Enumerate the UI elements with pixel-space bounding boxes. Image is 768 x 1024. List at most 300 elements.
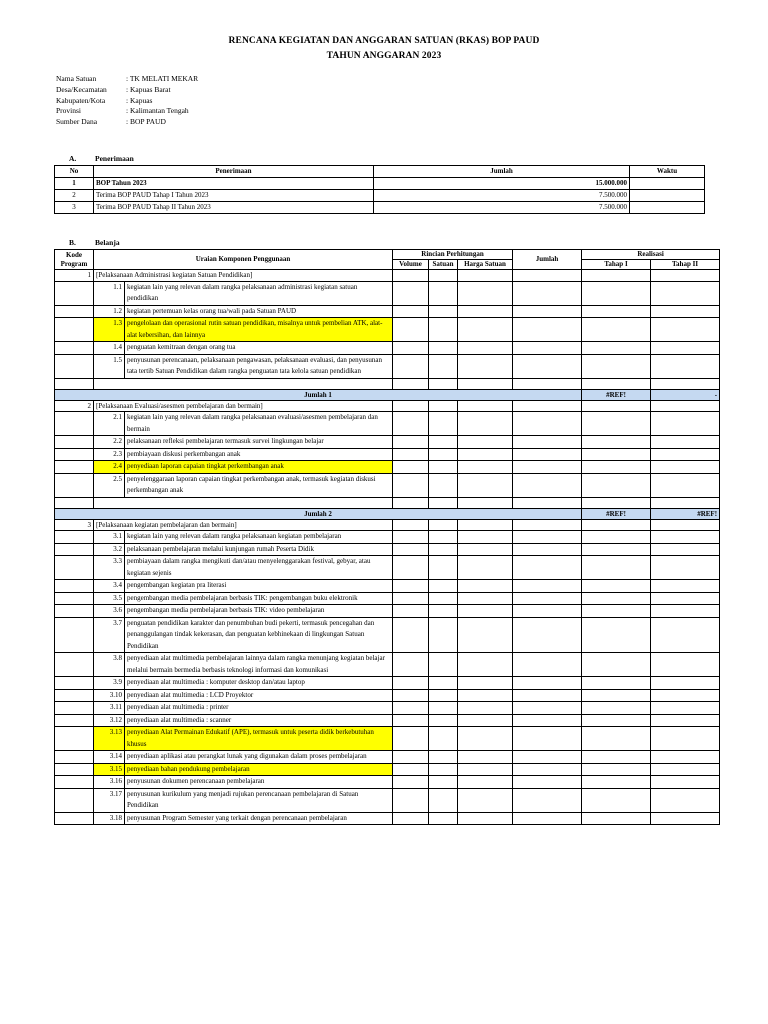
empty-cell: [582, 751, 651, 764]
item-code: 3.5: [94, 592, 125, 605]
empty-cell: [393, 592, 429, 605]
item-row: [55, 776, 720, 789]
empty-cell: [393, 812, 429, 825]
empty-cell: [513, 580, 582, 593]
empty-cell: [513, 270, 582, 282]
empty-cell: [55, 689, 94, 702]
header-no: No: [55, 166, 94, 178]
item-code: 3.15: [94, 763, 125, 776]
empty-cell: [55, 812, 94, 825]
item-code: 1.5: [94, 354, 125, 378]
empty-cell: [582, 788, 651, 812]
empty-cell: [651, 677, 720, 690]
empty-cell: [582, 497, 651, 508]
row-desc: BOP Tahun 2023: [94, 178, 374, 190]
empty-cell: [582, 318, 651, 342]
empty-cell: [55, 448, 94, 461]
section-letter: A.: [69, 154, 77, 163]
item-row: [55, 727, 720, 751]
info-row-kabupaten: [56, 96, 198, 107]
item-row: [55, 342, 720, 355]
empty-cell: [393, 605, 429, 618]
empty-cell: [651, 751, 720, 764]
item-row: [55, 354, 720, 378]
row-desc: Terima BOP PAUD Tahap II Tahun 2023: [94, 202, 374, 214]
item-code: 3.18: [94, 812, 125, 825]
empty-cell: [393, 448, 429, 461]
program-row: [55, 270, 720, 282]
empty-cell: [582, 305, 651, 318]
item-row: [55, 580, 720, 593]
empty-cell: [513, 653, 582, 677]
program-title: [Pelaksanaan Administrasi kegiatan Satuan Pendidikan]: [94, 270, 393, 282]
table-row: [55, 178, 705, 190]
table-header-row: [55, 166, 705, 178]
empty-cell: [55, 605, 94, 618]
item-description: penyediaan laporan capaian tingkat perkembangan anak: [125, 461, 393, 474]
info-value: : Kapuas Barat: [126, 84, 171, 94]
total-tahap-1: #REF!: [582, 389, 651, 400]
empty-cell: [393, 556, 429, 580]
empty-cell: [458, 378, 513, 389]
item-row: [55, 281, 720, 305]
info-row-name: [56, 74, 198, 85]
empty-cell: [429, 689, 458, 702]
item-description: penyusunan dokumen perencanaan pembelajaran: [125, 776, 393, 789]
empty-cell: [393, 436, 429, 449]
empty-cell: [393, 617, 429, 653]
item-row: [55, 788, 720, 812]
item-code: 3.6: [94, 605, 125, 618]
empty-cell: [513, 605, 582, 618]
item-description: pengembangan media pembelajaran berbasis TIK: pengembangan buku elektronik: [125, 592, 393, 605]
empty-cell: [582, 689, 651, 702]
item-description: pelaksanaan refleksi pembelajaran termasuk survei lingkungan belajar: [125, 436, 393, 449]
empty-cell: [55, 281, 94, 305]
empty-cell: [393, 702, 429, 715]
empty-cell: [582, 605, 651, 618]
empty-cell: [55, 354, 94, 378]
empty-cell: [393, 412, 429, 436]
empty-cell: [651, 412, 720, 436]
section-title: Belanja: [95, 238, 120, 247]
empty-cell: [513, 727, 582, 751]
info-value: : Kalimantan Tengah: [126, 106, 189, 116]
item-row: [55, 473, 720, 497]
empty-cell: [429, 519, 458, 531]
item-code: 1.2: [94, 305, 125, 318]
empty-cell: [651, 378, 720, 389]
item-code: 3.17: [94, 788, 125, 812]
empty-cell: [429, 400, 458, 412]
empty-cell: [393, 653, 429, 677]
item-description: pengelolaan dan operasional rutin satuan pendidikan, misalnya untuk pembelian ATK, alat-alat kebersihan, dan lainnya: [125, 318, 393, 342]
empty-cell: [55, 473, 94, 497]
empty-cell: [458, 702, 513, 715]
empty-cell: [513, 461, 582, 474]
item-code: 3.7: [94, 617, 125, 653]
item-row: [55, 543, 720, 556]
item-row: [55, 714, 720, 727]
row-waktu: [630, 202, 705, 214]
empty-cell: [429, 653, 458, 677]
empty-cell: [393, 689, 429, 702]
empty-cell: [429, 714, 458, 727]
empty-cell: [582, 342, 651, 355]
empty-cell: [651, 270, 720, 282]
item-code: 3.3: [94, 556, 125, 580]
item-row: [55, 689, 720, 702]
empty-cell: [429, 788, 458, 812]
empty-cell: [513, 473, 582, 497]
empty-cell: [55, 412, 94, 436]
empty-cell: [55, 727, 94, 751]
item-description: kegiatan pertemuan kelas orang tua/wali pada Satuan PAUD: [125, 305, 393, 318]
item-description: pelaksanaan pembelajaran melalui kunjungan rumah Peserta Didik: [125, 543, 393, 556]
empty-cell: [651, 448, 720, 461]
empty-cell: [55, 497, 94, 508]
empty-cell: [513, 519, 582, 531]
empty-cell: [393, 751, 429, 764]
empty-cell: [458, 318, 513, 342]
section-letter: B.: [69, 238, 76, 247]
item-description: penyediaan alat multimedia pembelajaran lainnya dalam rangka menunjang kegiatan belajar melalui bermain bermedia berbasis teknologi informasi dan komunikasi: [125, 653, 393, 677]
total-row: [55, 389, 720, 400]
total-tahap-1: #REF!: [582, 508, 651, 519]
empty-cell: [513, 543, 582, 556]
empty-cell: [582, 763, 651, 776]
empty-cell: [458, 617, 513, 653]
empty-cell: [55, 461, 94, 474]
total-tahap-2: -: [651, 389, 720, 400]
empty-cell: [582, 592, 651, 605]
program-title: [Pelaksanaan Evaluasi/asesmen pembelajaran dan bermain]: [94, 400, 393, 412]
row-desc: Terima BOP PAUD Tahap I Tahun 2023: [94, 190, 374, 202]
empty-cell: [393, 776, 429, 789]
item-description: kegiatan lain yang relevan dalam rangka pelaksanaan kegiatan pembelajaran: [125, 531, 393, 544]
item-row: [55, 461, 720, 474]
header-realisasi: Realisasi: [582, 250, 720, 260]
header-uraian: Uraian Komponen Penggunaan: [94, 250, 393, 270]
empty-cell: [429, 580, 458, 593]
row-jumlah: 15.000.000: [374, 178, 630, 190]
empty-cell: [458, 497, 513, 508]
header-jumlah: Jumlah: [374, 166, 630, 178]
empty-cell: [429, 461, 458, 474]
empty-cell: [651, 714, 720, 727]
item-code: 3.14: [94, 751, 125, 764]
empty-cell: [582, 354, 651, 378]
item-description: pembiayaan dalam rangka mengikuti dan/atau menyelenggarakan festival, gebyar, atau kegiatan sejenis: [125, 556, 393, 580]
empty-cell: [393, 473, 429, 497]
item-code: 2.3: [94, 448, 125, 461]
empty-cell: [651, 519, 720, 531]
empty-cell: [582, 653, 651, 677]
empty-cell: [458, 281, 513, 305]
empty-cell: [458, 461, 513, 474]
program-number: 1: [55, 270, 94, 282]
row-no: 3: [55, 202, 94, 214]
empty-cell: [513, 677, 582, 690]
empty-cell: [458, 727, 513, 751]
table-row: [55, 202, 705, 214]
empty-cell: [458, 776, 513, 789]
item-row: [55, 812, 720, 825]
empty-cell: [651, 342, 720, 355]
empty-cell: [651, 461, 720, 474]
empty-cell: [429, 751, 458, 764]
empty-cell: [458, 763, 513, 776]
item-row: [55, 592, 720, 605]
empty-cell: [55, 318, 94, 342]
item-code: 2.4: [94, 461, 125, 474]
item-description: pengembangan kegiatan pra literasi: [125, 580, 393, 593]
program-title: [Pelaksanaan kegiatan pembelajaran dan bermain]: [94, 519, 393, 531]
empty-cell: [429, 543, 458, 556]
empty-cell: [55, 378, 94, 389]
total-label: Jumlah 1: [55, 389, 582, 400]
item-description: penyediaan alat multimedia : LCD Proyektor: [125, 689, 393, 702]
empty-cell: [458, 305, 513, 318]
item-description: penyediaan alat multimedia : komputer desktop dan/atau laptop: [125, 677, 393, 690]
empty-cell: [582, 580, 651, 593]
empty-cell: [513, 448, 582, 461]
empty-cell: [458, 751, 513, 764]
empty-cell: [55, 617, 94, 653]
info-label: Kabupaten/Kota: [56, 95, 106, 105]
row-waktu: [630, 178, 705, 190]
empty-cell: [458, 580, 513, 593]
empty-cell: [393, 342, 429, 355]
empty-cell: [582, 617, 651, 653]
item-row: [55, 531, 720, 544]
item-row: [55, 556, 720, 580]
empty-cell: [513, 436, 582, 449]
empty-cell: [393, 461, 429, 474]
empty-cell: [94, 378, 393, 389]
document-title: RENCANA KEGIATAN DAN ANGGARAN SATUAN (RKAS) BOP PAUD: [228, 36, 540, 46]
header-volume: Volume: [393, 260, 429, 270]
empty-cell: [429, 436, 458, 449]
item-row: [55, 305, 720, 318]
empty-cell: [55, 763, 94, 776]
empty-cell: [582, 556, 651, 580]
empty-cell: [429, 473, 458, 497]
empty-cell: [458, 543, 513, 556]
empty-cell: [55, 751, 94, 764]
empty-cell: [513, 689, 582, 702]
item-code: 1.3: [94, 318, 125, 342]
empty-cell: [458, 342, 513, 355]
empty-cell: [55, 714, 94, 727]
empty-cell: [582, 727, 651, 751]
item-description: penguatan kemitraan dengan orang tua: [125, 342, 393, 355]
header-tahap-1: Tahap I: [582, 260, 651, 270]
empty-cell: [513, 556, 582, 580]
program-row: [55, 400, 720, 412]
item-code: 3.16: [94, 776, 125, 789]
school-info: [56, 74, 198, 128]
empty-cell: [513, 305, 582, 318]
empty-cell: [393, 677, 429, 690]
info-value: : TK MELATI MEKAR: [126, 74, 199, 83]
empty-cell: [582, 270, 651, 282]
header-harga-satuan: Harga Satuan: [458, 260, 513, 270]
empty-cell: [55, 776, 94, 789]
row-jumlah: 7.500.000: [374, 202, 630, 214]
empty-cell: [651, 354, 720, 378]
empty-cell: [582, 519, 651, 531]
row-no: 2: [55, 190, 94, 202]
info-label: Sumber Dana: [56, 117, 98, 127]
empty-cell: [651, 702, 720, 715]
blank-row: [55, 497, 720, 508]
empty-cell: [582, 281, 651, 305]
empty-cell: [429, 677, 458, 690]
section-title: Penerimaan: [95, 154, 134, 163]
item-row: [55, 677, 720, 690]
empty-cell: [582, 400, 651, 412]
item-description: penyediaan alat multimedia : scanner: [125, 714, 393, 727]
empty-cell: [458, 400, 513, 412]
empty-cell: [582, 714, 651, 727]
empty-cell: [393, 318, 429, 342]
empty-cell: [458, 689, 513, 702]
empty-cell: [429, 497, 458, 508]
empty-cell: [651, 727, 720, 751]
header-jumlah: Jumlah: [513, 250, 582, 270]
empty-cell: [458, 556, 513, 580]
item-code: 3.10: [94, 689, 125, 702]
empty-cell: [429, 776, 458, 789]
empty-cell: [429, 378, 458, 389]
empty-cell: [513, 318, 582, 342]
header-kode-program: Kode Program: [55, 250, 94, 270]
empty-cell: [513, 812, 582, 825]
info-row-desa: [56, 85, 198, 96]
empty-cell: [582, 378, 651, 389]
empty-cell: [458, 412, 513, 436]
item-description: kegiatan lain yang relevan dalam rangka pelaksanaan administrasi kegiatan satuan pendidikan: [125, 281, 393, 305]
empty-cell: [429, 592, 458, 605]
empty-cell: [393, 497, 429, 508]
empty-cell: [55, 543, 94, 556]
empty-cell: [582, 448, 651, 461]
info-label: Desa/Kecamatan: [56, 84, 107, 94]
empty-cell: [513, 702, 582, 715]
empty-cell: [429, 281, 458, 305]
empty-cell: [651, 318, 720, 342]
row-no: 1: [55, 178, 94, 190]
empty-cell: [651, 653, 720, 677]
empty-cell: [651, 531, 720, 544]
penerimaan-table: [54, 165, 705, 214]
empty-cell: [429, 605, 458, 618]
table-row: [55, 190, 705, 202]
item-code: 1.4: [94, 342, 125, 355]
empty-cell: [513, 497, 582, 508]
item-row: [55, 605, 720, 618]
empty-cell: [513, 776, 582, 789]
empty-cell: [651, 497, 720, 508]
empty-cell: [513, 412, 582, 436]
empty-cell: [651, 776, 720, 789]
empty-cell: [513, 714, 582, 727]
empty-cell: [651, 763, 720, 776]
item-code: 2.1: [94, 412, 125, 436]
item-description: penyusunan kurikulum yang menjadi rujukan perencanaan pembelajaran di Satuan Pendidikan: [125, 788, 393, 812]
empty-cell: [55, 653, 94, 677]
empty-cell: [651, 788, 720, 812]
empty-cell: [458, 592, 513, 605]
empty-cell: [55, 556, 94, 580]
empty-cell: [651, 592, 720, 605]
belanja-table: [54, 249, 720, 825]
empty-cell: [429, 354, 458, 378]
empty-cell: [513, 378, 582, 389]
item-code: 2.2: [94, 436, 125, 449]
item-code: 3.1: [94, 531, 125, 544]
item-row: [55, 702, 720, 715]
info-row-sumber-dana: [56, 117, 198, 128]
empty-cell: [651, 617, 720, 653]
empty-cell: [651, 305, 720, 318]
empty-cell: [429, 763, 458, 776]
empty-cell: [393, 763, 429, 776]
item-code: 3.8: [94, 653, 125, 677]
empty-cell: [513, 281, 582, 305]
empty-cell: [651, 281, 720, 305]
empty-cell: [429, 617, 458, 653]
empty-cell: [651, 689, 720, 702]
total-tahap-2: #REF!: [651, 508, 720, 519]
item-row: [55, 751, 720, 764]
empty-cell: [458, 519, 513, 531]
empty-cell: [582, 412, 651, 436]
table-header-row: [55, 250, 720, 260]
empty-cell: [393, 270, 429, 282]
empty-cell: [458, 812, 513, 825]
item-description: penyediaan aplikasi atau perangkat lunak yang digunakan dalam proses pembelajaran: [125, 751, 393, 764]
empty-cell: [55, 342, 94, 355]
empty-cell: [513, 751, 582, 764]
empty-cell: [513, 342, 582, 355]
program-number: 2: [55, 400, 94, 412]
empty-cell: [582, 776, 651, 789]
item-description: penyusunan perencanaan, pelaksanaan pengawasan, pelaksanaan evaluasi, dan penyusunan tata tertib Satuan Pendidikan dalam rangka penguatan tata kelola satuan pendidikan: [125, 354, 393, 378]
empty-cell: [651, 543, 720, 556]
empty-cell: [582, 531, 651, 544]
empty-cell: [651, 605, 720, 618]
empty-cell: [458, 653, 513, 677]
empty-cell: [55, 788, 94, 812]
empty-cell: [429, 812, 458, 825]
header-waktu: Waktu: [630, 166, 705, 178]
empty-cell: [55, 580, 94, 593]
empty-cell: [458, 531, 513, 544]
empty-cell: [429, 448, 458, 461]
item-code: 3.4: [94, 580, 125, 593]
empty-cell: [651, 556, 720, 580]
header-rincian: Rincian Perhitungan: [393, 250, 513, 260]
empty-cell: [55, 436, 94, 449]
header-satuan: Satuan: [429, 260, 458, 270]
empty-cell: [651, 400, 720, 412]
empty-cell: [458, 270, 513, 282]
item-row: [55, 617, 720, 653]
item-row: [55, 763, 720, 776]
empty-cell: [393, 281, 429, 305]
